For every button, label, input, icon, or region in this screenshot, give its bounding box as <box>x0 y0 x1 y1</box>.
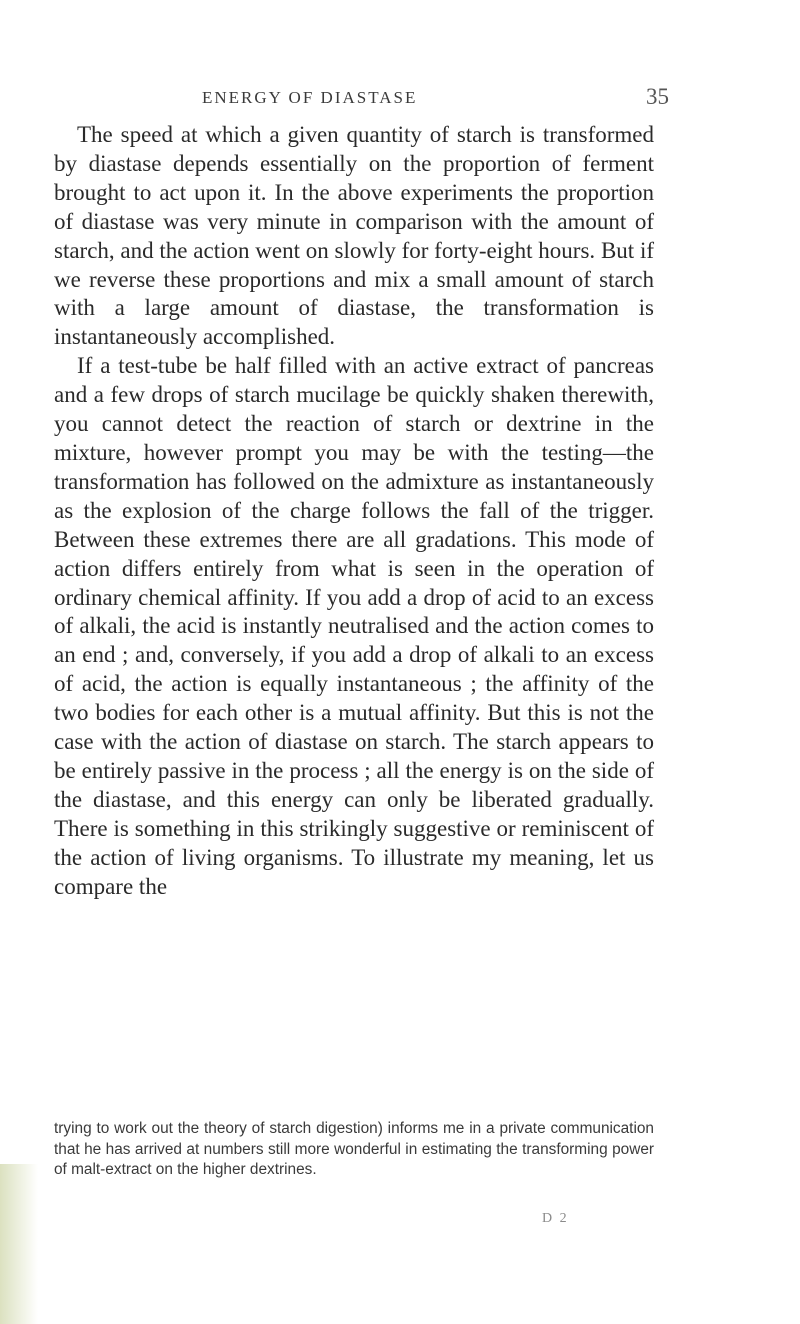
paragraph: If a test-tube be half filled with an active extract of pancreas and a few drops of starch mucilage be quickly shaken therewith, you cannot detect the reaction of starch or dextrine in the mixture, however prompt you may be with the testing—the transformation has followed on the admixture as instantaneously as the explosion of the charge follows the fall of the trigger. Between these extremes there are all gradations. This mode of action differs entirely from what is seen in the operation of ordinary chemical affinity. If you add a drop of acid to an excess of alkali, the acid is instantly neutralised and the action comes to an end ; and, conversely, if you add a drop of alkali to an excess of acid, the action is equally instantaneous ; the affinity of the two bodies for each other is a mutual affinity. But this is not the case with the action of diastase on starch. The starch appears to be entirely passive in the process ; all the energy is on the side of the diastase, and this energy can only be liberated gradually. There is something in this strikingly suggestive or reminiscent of the action of living organisms. To illustrate my meaning, let us compare the <box>54 353 654 899</box>
running-head: ENERGY OF DIASTASE <box>202 88 418 107</box>
paragraph: The speed at which a given quantity of starch is transformed by diastase depends essentially on the proportion of ferment brought to act upon it. In the above experiments the proportion of diastase was very minute in comparison with the amount of starch, and the action went on slowly for forty-eight hours. But if we reverse these proportions and mix a small amount of starch with a large amount of diastase, the transformation is instantaneously accomplished. <box>54 122 654 350</box>
footnote-text: trying to work out the theory of starch digestion) informs me in a private communication that he has arrived at numbers still more wonderful in estimating the transforming power of malt-extract on the higher dextrines. <box>54 1120 654 1178</box>
page-number: 35 <box>646 84 669 109</box>
page-header <box>54 84 669 118</box>
signature-mark: D 2 <box>542 1211 569 1226</box>
page-edge-shadow <box>0 1164 38 1324</box>
body-text <box>54 121 654 901</box>
footnote <box>54 1119 654 1181</box>
